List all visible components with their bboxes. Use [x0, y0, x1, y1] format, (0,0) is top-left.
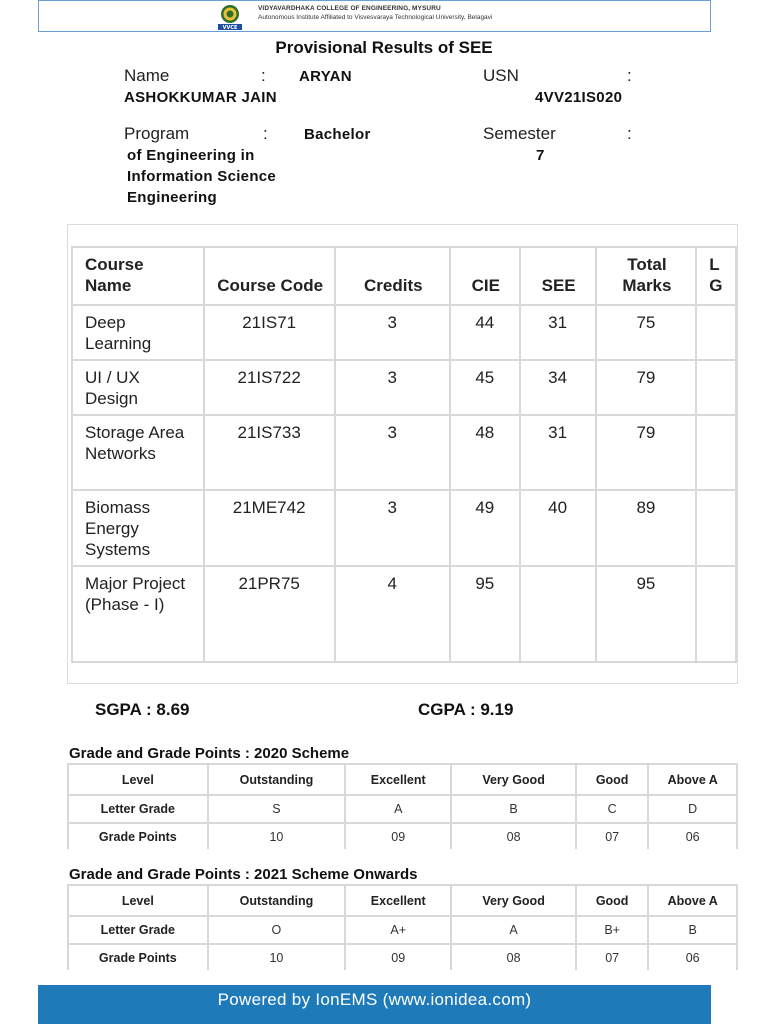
logo-text: VVCE [222, 25, 238, 31]
letter-grade-cell: B+ [576, 916, 649, 944]
course-code: 21PR75 [204, 566, 335, 662]
sgpa-value: SGPA : 8.69 [95, 700, 190, 719]
course-total: 79 [596, 360, 697, 415]
letter-grade-cell: A [451, 916, 576, 944]
header-total-marks: Total Marks [596, 247, 697, 305]
course-cie: 95 [450, 566, 520, 662]
course-grade [696, 415, 736, 490]
table-row [72, 305, 736, 360]
letter-grade-cell: S [208, 795, 346, 823]
course-name: UI / UX Design [72, 360, 204, 415]
course-name: Storage Area Networks [72, 415, 204, 490]
grade-letter-row [68, 916, 737, 944]
marks-table [71, 246, 737, 663]
grade-points-label: Grade Points [68, 823, 208, 849]
grade-points-cell: 09 [345, 944, 451, 970]
letter-grade-label: Letter Grade [68, 916, 208, 944]
course-credits: 3 [335, 360, 450, 415]
marks-header-row [72, 247, 736, 305]
grade-table-2021-container [67, 865, 738, 970]
course-see: 31 [520, 305, 596, 360]
header-credits: Credits [335, 247, 450, 305]
course-cie: 45 [450, 360, 520, 415]
letter-grade-cell: D [648, 795, 737, 823]
table-row [72, 415, 736, 490]
level-cell: Very Good [451, 764, 576, 795]
grade-points-cell: 06 [648, 823, 737, 849]
college-affiliation: Autonomous Institute Affiliated to Visvesvaraya Technological University, Belagavi [258, 14, 493, 21]
course-name: Deep Learning [72, 305, 204, 360]
level-label: Level [68, 885, 208, 916]
header-cie: CIE [450, 247, 520, 305]
letter-grade-cell: A+ [345, 916, 451, 944]
grade-points-row [68, 823, 737, 849]
college-logo-icon [210, 3, 250, 31]
level-cell: Excellent [345, 764, 451, 795]
letter-grade-cell: C [576, 795, 649, 823]
grade-points-row [68, 944, 737, 970]
program-value-line2: of Engineering in [127, 147, 255, 164]
grade-letter-row [68, 795, 737, 823]
name-label: Name [124, 66, 170, 85]
usn-label: USN [483, 66, 519, 85]
program-value-line1: Bachelor [304, 126, 371, 143]
letter-grade-cell: B [451, 795, 576, 823]
grade-table-2021-caption: Grade and Grade Points : 2021 Scheme Onwards [69, 866, 418, 883]
course-code: 21ME742 [204, 490, 335, 566]
course-cie: 48 [450, 415, 520, 490]
grade-points-cell: 08 [451, 823, 576, 849]
course-credits: 3 [335, 490, 450, 566]
course-cie: 44 [450, 305, 520, 360]
program-value-line3: Information Science [127, 168, 277, 185]
letter-grade-label: Letter Grade [68, 795, 208, 823]
header-letter-grade: L G [696, 247, 736, 305]
course-total: 89 [596, 490, 697, 566]
course-grade [696, 305, 736, 360]
header-course-code: Course Code [204, 247, 335, 305]
level-cell: Outstanding [208, 764, 346, 795]
semester-value: 7 [536, 147, 545, 164]
course-credits: 3 [335, 305, 450, 360]
course-grade [696, 360, 736, 415]
grade-table-2020 [67, 763, 738, 849]
cgpa-value: CGPA : 9.19 [418, 700, 514, 719]
course-code: 21IS71 [204, 305, 335, 360]
course-total: 95 [596, 566, 697, 662]
grade-points-cell: 09 [345, 823, 451, 849]
level-cell: Outstanding [208, 885, 346, 916]
name-colon: : [261, 66, 266, 85]
grade-points-label: Grade Points [68, 944, 208, 970]
student-name-rest: ASHOKKUMAR JAIN [124, 89, 277, 106]
grade-points-cell: 07 [576, 944, 649, 970]
course-see [520, 566, 596, 662]
level-cell: Good [576, 764, 649, 795]
usn-value: 4VV21IS020 [535, 89, 623, 106]
course-credits: 3 [335, 415, 450, 490]
course-see: 40 [520, 490, 596, 566]
table-row [72, 360, 736, 415]
student-name-first: ARYAN [299, 68, 352, 85]
course-name: Major Project (Phase - I) [72, 566, 204, 662]
course-name: Biomass Energy Systems [72, 490, 204, 566]
level-label: Level [68, 764, 208, 795]
program-label: Program [124, 124, 190, 143]
level-cell: Above A [648, 764, 737, 795]
table-row [72, 566, 736, 662]
level-cell: Excellent [345, 885, 451, 916]
course-see: 31 [520, 415, 596, 490]
course-grade [696, 566, 736, 662]
page-title: Provisional Results of SEE [275, 38, 493, 57]
course-total: 79 [596, 415, 697, 490]
program-value-line4: Engineering [127, 189, 217, 206]
grade-points-cell: 10 [208, 944, 346, 970]
grade-points-cell: 08 [451, 944, 576, 970]
course-see: 34 [520, 360, 596, 415]
program-colon: : [263, 124, 268, 143]
level-cell: Above A [648, 885, 737, 916]
grade-table-2020-caption: Grade and Grade Points : 2020 Scheme [69, 745, 350, 762]
semester-colon: : [627, 124, 632, 143]
course-code: 21IS722 [204, 360, 335, 415]
college-name: VIDYAVARDHAKA COLLEGE OF ENGINEERING, MYSURU [258, 5, 441, 12]
grade-level-row [68, 885, 737, 916]
header-course-name: Course Name [72, 247, 204, 305]
usn-colon: : [627, 66, 632, 85]
marks-table-container [67, 224, 738, 684]
grade-points-cell: 06 [648, 944, 737, 970]
course-grade [696, 490, 736, 566]
college-header-banner [38, 0, 711, 32]
letter-grade-cell: O [208, 916, 346, 944]
grade-table-2021 [67, 884, 738, 970]
grade-points-cell: 10 [208, 823, 346, 849]
letter-grade-cell: B [648, 916, 737, 944]
grade-table-2020-container [67, 744, 738, 849]
header-see: SEE [520, 247, 596, 305]
course-cie: 49 [450, 490, 520, 566]
course-total: 75 [596, 305, 697, 360]
level-cell: Good [576, 885, 649, 916]
course-code: 21IS733 [204, 415, 335, 490]
semester-label: Semester [483, 124, 556, 143]
course-credits: 4 [335, 566, 450, 662]
level-cell: Very Good [451, 885, 576, 916]
powered-by-footer: Powered by IonEMS (www.ionidea.com) [38, 985, 711, 1024]
letter-grade-cell: A [345, 795, 451, 823]
grade-level-row [68, 764, 737, 795]
grade-points-cell: 07 [576, 823, 649, 849]
table-row [72, 490, 736, 566]
